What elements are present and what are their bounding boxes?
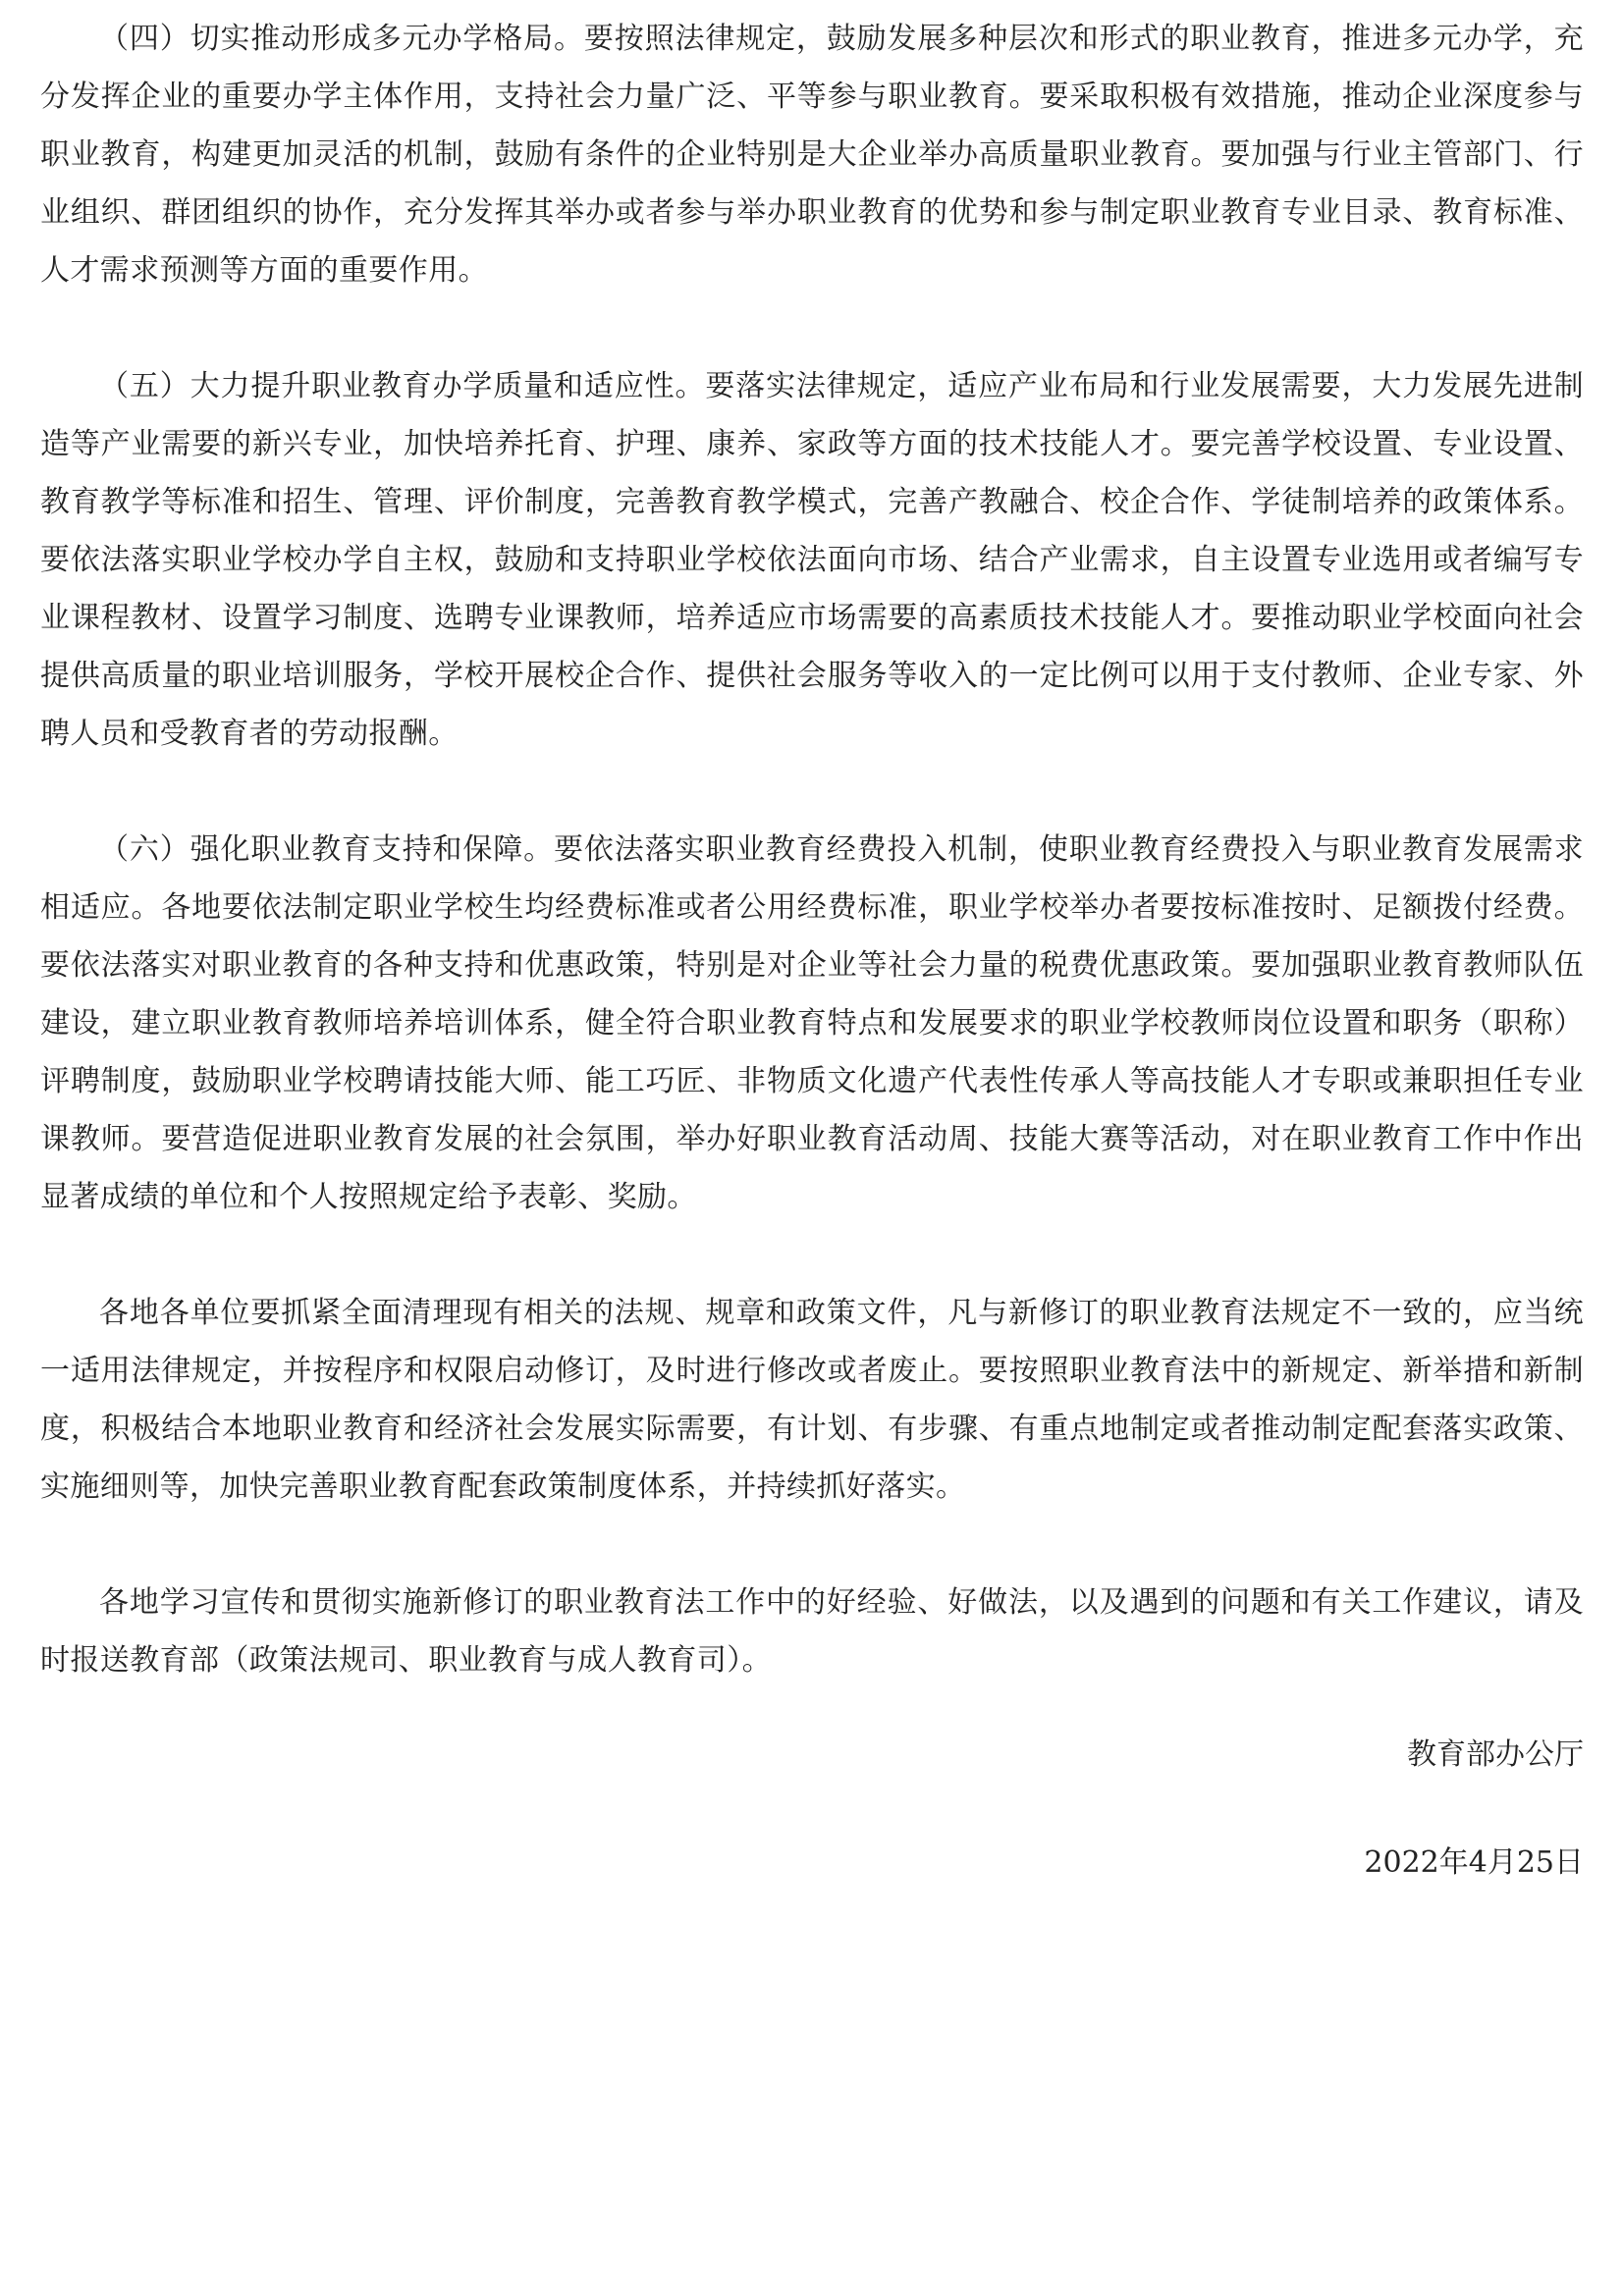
signature-date: 2022年4月25日 (1364, 1845, 1584, 1880)
paragraph-spacer (40, 763, 1584, 821)
paragraph-reporting-notice: 各地学习宣传和贯彻实施新修订的职业教育法工作中的好经验、好做法，以及遇到的问题和有关工作建议，请及时报送教育部（政策法规司、职业教育与成人教育司）。 (40, 1585, 1584, 1678)
paragraph-section-four: （四）切实推动形成多元办学格局。要按照法律规定，鼓励发展多种层次和形式的职业教育，推进多元办学，充分发挥企业的重要办学主体作用，支持社会力量广泛、平等参与职业教育。要采取积极有效措施，推动企业深度参与职业教育，构建更加灵活的机制，鼓励有条件的企业特别是大企业举办高质量职业教育。要加强与行业主管部门、行业组织、群团组织的协作，充分发挥其举办或者参与举办职业教育的优势和参与制定职业教育专业目录、教育标准、人才需求预测等方面的重要作用。 (40, 22, 1584, 288)
paragraph-spacer (40, 1516, 1584, 1574)
paragraph-spacer (40, 1226, 1584, 1284)
paragraph-section-five: （五）大力提升职业教育办学质量和适应性。要落实法律规定，适应产业布局和行业发展需要，大力发展先进制造等产业需要的新兴专业，加快培养托育、护理、康养、家政等方面的技术技能人才。要完善学校设置、专业设置、教育教学等标准和招生、管理、评价制度，完善教育教学模式，完善产教融合、校企合作、学徒制培养的政策体系。要依法落实职业学校办学自主权，鼓励和支持职业学校依法面向市场、结合产业需求，自主设置专业选用或者编写专业课程教材、设置学习制度、选聘专业课教师，培养适应市场需要的高素质技术技能人才。要推动职业学校面向社会提供高质量的职业培训服务，学校开展校企合作、提供社会服务等收入的一定比例可以用于支付教师、企业专家、外聘人员和受教育者的劳动报酬。 (40, 369, 1584, 751)
signature-organization: 教育部办公厅 (1407, 1737, 1584, 1772)
paragraph-section-six: （六）强化职业教育支持和保障。要依法落实职业教育经费投入机制，使职业教育经费投入与职业教育发展需求相适应。各地要依法制定职业学校生均经费标准或者公用经费标准，职业学校举办者要按标准按时、足额拨付经费。要依法落实对职业教育的各种支持和优惠政策，特别是对企业等社会力量的税费优惠政策。要加强职业教育教师队伍建设，建立职业教育教师培养培训体系，健全符合职业教育特点和发展要求的职业学校教师岗位设置和职务（职称）评聘制度，鼓励职业学校聘请技能大师、能工巧匠、非物质文化遗产代表性传承人等高技能人才专职或兼职担任专业课教师。要营造促进职业教育发展的社会氛围，举办好职业教育活动周、技能大赛等活动，对在职业教育工作中作出显著成绩的单位和个人按照规定给予表彰、奖励。 (40, 832, 1584, 1214)
paragraph-cleanup-notice: 各地各单位要抓紧全面清理现有相关的法规、规章和政策文件，凡与新修订的职业教育法规定不一致的，应当统一适用法律规定，并按程序和权限启动修订，及时进行修改或者废止。要按照职业教育法中的新规定、新举措和新制度，积极结合本地职业教育和经济社会发展实际需要，有计划、有步骤、有重点地制定或者推动制定配套落实政策、实施细则等，加快完善职业教育配套政策制度体系，并持续抓好落实。 (40, 1296, 1584, 1504)
paragraph-spacer (40, 299, 1584, 357)
